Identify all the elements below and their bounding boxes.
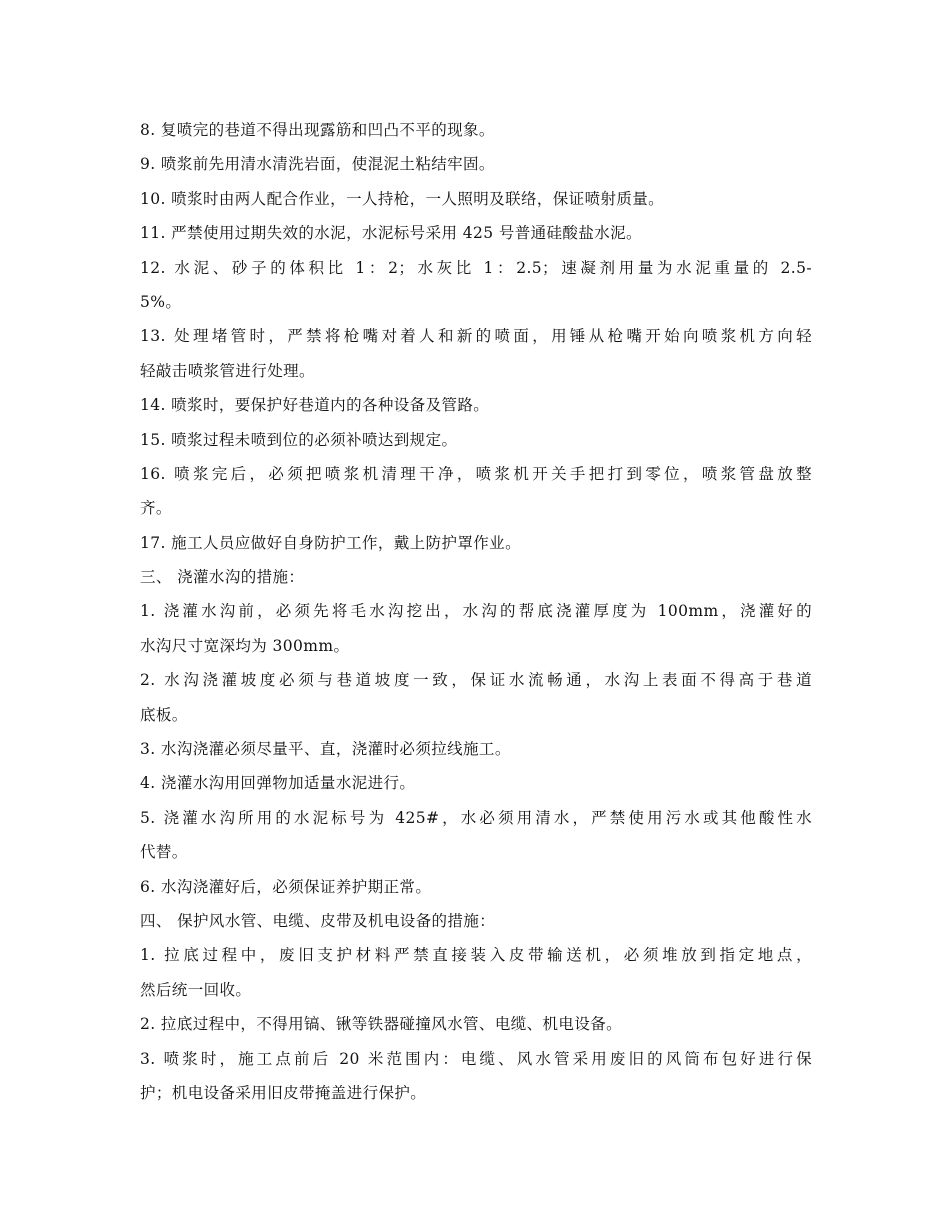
text-line: 1. 浇灌水沟前，必须先将毛水沟挖出，水沟的帮底浇灌厚度为 100mm，浇灌好的 xyxy=(140,602,812,621)
text-line: 代替。 xyxy=(140,843,188,862)
text-line: 3. 水沟浇灌必须尽量平、直，浇灌时必须拉线施工。 xyxy=(140,740,511,759)
text-line: 2. 水沟浇灌坡度必须与巷道坡度一致，保证水流畅通，水沟上表面不得高于巷道 xyxy=(140,671,812,690)
text-line: 1. 拉底过程中，废旧支护材料严禁直接装入皮带输送机，必须堆放到指定地点， xyxy=(140,946,812,965)
text-line: 11. 严禁使用过期失效的水泥，水泥标号采用 425 号普通硅酸盐水泥。 xyxy=(140,224,642,243)
text-line: 5%。 xyxy=(140,292,182,311)
text-line: 16. 喷浆完后，必须把喷浆机清理干净，喷浆机开关手把打到零位，喷浆管盘放整 xyxy=(140,464,812,483)
text-line: 护；机电设备采用旧皮带掩盖进行保护。 xyxy=(140,1083,427,1102)
text-line: 17. 施工人员应做好自身防护工作，戴上防护罩作业。 xyxy=(140,533,521,552)
text-line: 9. 喷浆前先用清水清洗岩面，使混泥土粘结牢固。 xyxy=(140,155,495,174)
text-line: 3. 喷浆时，施工点前后 20 米范围内：电缆、风水管采用废旧的风筒布包好进行保 xyxy=(140,1049,812,1068)
text-line: 12. 水泥、砂子的体积比 1：2；水灰比 1：2.5；速凝剂用量为水泥重量的 2.5- xyxy=(140,258,812,277)
text-line: 轻敲击喷浆管进行处理。 xyxy=(140,361,315,380)
text-line: 齐。 xyxy=(140,499,172,518)
text-line: 四、 保护风水管、电缆、皮带及机电设备的措施： xyxy=(140,911,496,930)
text-line: 2. 拉底过程中，不得用镐、锹等铁器碰撞风水管、电缆、机电设备。 xyxy=(140,1015,623,1034)
text-line: 10. 喷浆时由两人配合作业，一人持枪，一人照明及联络，保证喷射质量。 xyxy=(140,189,665,208)
text-line: 13. 处理堵管时，严禁将枪嘴对着人和新的喷面，用锤从枪嘴开始向喷浆机方向轻 xyxy=(140,327,812,346)
text-line: 4. 浇灌水沟用回弹物加适量水泥进行。 xyxy=(140,774,416,793)
text-line: 14. 喷浆时，要保护好巷道内的各种设备及管路。 xyxy=(140,396,490,415)
text-line: 15. 喷浆过程未喷到位的必须补喷达到规定。 xyxy=(140,430,458,449)
text-line: 水沟尺寸宽深均为 300mm。 xyxy=(140,636,350,655)
text-line: 6. 水沟浇灌好后，必须保证养护期正常。 xyxy=(140,877,432,896)
text-line: 然后统一回收。 xyxy=(140,980,252,999)
text-line: 8. 复喷完的巷道不得出现露筋和凹凸不平的现象。 xyxy=(140,121,495,139)
text-line: 5. 浇灌水沟所用的水泥标号为 425#，水必须用清水，严禁使用污水或其他酸性水 xyxy=(140,808,812,827)
text-line: 底板。 xyxy=(140,705,188,724)
document-body xyxy=(140,113,812,1110)
text-line: 三、 浇灌水沟的措施： xyxy=(140,568,305,587)
